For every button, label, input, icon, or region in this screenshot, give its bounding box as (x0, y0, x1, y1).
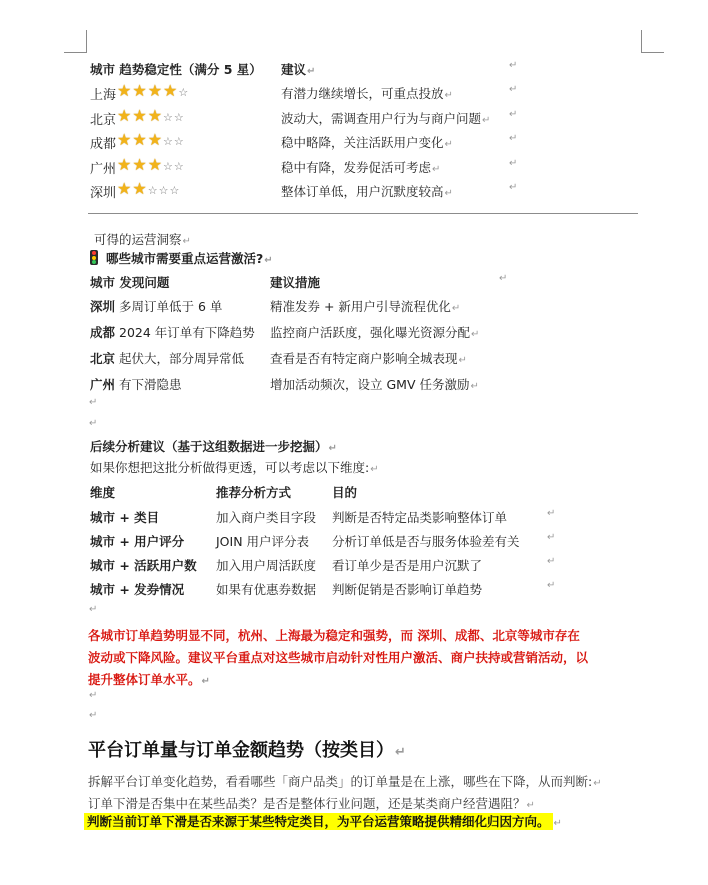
star-filled-icon: ★ (147, 130, 164, 149)
advice-text: 整体订单低，用户沉默度较高 (281, 184, 444, 199)
paragraph-mark-icon: ↵ (444, 139, 453, 150)
paragraph-mark-icon: ↵ (547, 580, 556, 591)
paragraph-mark-icon: ↵ (509, 157, 518, 169)
followup-header-dimension: 维度 (90, 485, 116, 500)
paragraph-mark-icon: ↵ (470, 381, 479, 392)
star-empty-icon: ☆ (147, 184, 159, 197)
paragraph-mark-icon: ↵ (89, 710, 98, 721)
city-name-cell: 上海 (90, 88, 117, 103)
city-name-cell: 广州 (90, 161, 117, 177)
insight-action: 精准发券 + 新用户引导流程优化 (270, 299, 451, 314)
insight-problem: 2024 年订单有下降趋势 (119, 325, 255, 340)
city-name-cell: 北京 (90, 112, 117, 128)
star-empty-icon: ☆ (163, 159, 174, 173)
followup-method: 如果有优惠券数据 (216, 582, 317, 597)
paragraph-mark-icon: ↵ (509, 60, 518, 71)
followup-dimension: 城市 + 发券情况 (90, 582, 185, 597)
paragraph-mark-icon: ↵ (499, 273, 508, 284)
traffic-light-icon (90, 250, 98, 265)
insight-row-left (90, 297, 222, 315)
city-advice-cell (281, 158, 440, 176)
paragraph-mark-icon: ↵ (432, 163, 441, 175)
paragraph-mark-icon: ↵ (471, 329, 480, 340)
star-filled-icon: ★ (132, 179, 148, 198)
star-empty-icon: ☆ (163, 110, 174, 124)
advice-text: 有潜力继续增长，可重点投放 (281, 86, 444, 101)
insight-row-left (90, 323, 255, 341)
insight-city: 成都 (90, 325, 116, 340)
insights-header-action: 建议措施 (270, 275, 321, 290)
star-empty-icon: ☆ (163, 135, 174, 148)
paragraph-mark-icon: ↵ (509, 133, 518, 144)
paragraph-mark-icon: ↵ (526, 800, 535, 811)
paragraph-mark-icon: ↵ (458, 355, 467, 366)
paragraph-mark-icon: ↵ (451, 303, 461, 314)
city-name-cell: 成都 (90, 137, 117, 152)
advice-text: 稳中略降，关注活跃用户变化 (281, 135, 444, 150)
paragraph-mark-icon: ↵ (547, 532, 556, 543)
paragraph-mark-icon: ↵ (307, 66, 316, 77)
insight-row-left (90, 375, 182, 393)
star-empty-icon: ☆ (173, 135, 185, 148)
star-filled-icon: ★ (117, 154, 133, 174)
paragraph-mark-icon: ↵ (547, 556, 556, 567)
page-corner-top-right (641, 30, 664, 53)
followup-goal-cell (332, 556, 482, 574)
paragraph-mark-icon: ↵ (264, 255, 273, 266)
insight-row-action (270, 323, 479, 341)
star-rating (117, 179, 180, 198)
followup-dimension: 城市 + 活跃用户数 (90, 558, 197, 573)
insight-row-action (270, 375, 479, 393)
star-filled-icon: ★ (132, 154, 148, 174)
followup-method: JOIN 用户评分表 (216, 534, 310, 549)
star-filled-icon: ★ (117, 81, 133, 100)
paragraph-mark-icon: ↵ (370, 464, 379, 475)
paragraph-mark-icon: ↵ (444, 188, 453, 199)
star-filled-icon: ★ (117, 105, 133, 125)
header-stability: 趋势稳定性（满分 5 星） (119, 62, 262, 77)
city-advice-cell (281, 84, 453, 102)
followup-header-method: 推荐分析方式 (216, 485, 292, 500)
insight-city: 广州 (90, 377, 116, 392)
followup-intro: 如果你想把这批分析做得更透，可以考虑以下维度:↵ (90, 460, 379, 475)
insights-subtitle: 哪些城市需要重点运营激活?↵ (90, 249, 273, 267)
followup-goal-cell (332, 532, 520, 550)
paragraph-mark-icon: ↵ (593, 778, 602, 789)
insight-action: 增加活动频次，设立 GMV 任务激励 (270, 377, 470, 392)
paragraph-mark-icon: ↵ (509, 182, 518, 193)
insight-row-left (90, 349, 244, 367)
followup-goal: 看订单少是否是用户沉默了 (332, 558, 483, 573)
advice-text: 稳中有降，发券促活可考虑 (281, 159, 432, 175)
followup-dimension: 城市 + 用户评分 (90, 534, 185, 549)
conclusion-line-1: 各城市订单趋势明显不同，杭州、上海最为稳定和强势，而 深圳、成都、北京等城市存在 (88, 628, 580, 643)
city-advice-cell (281, 109, 490, 127)
section-paragraph-1: 拆解平台订单变化趋势，看看哪些「商户品类」的订单量是在上涨，哪些在下降，从而判断:↵ (88, 774, 602, 789)
paragraph-mark-icon: ↵ (89, 418, 98, 429)
header-advice-cell (281, 60, 315, 78)
star-filled-icon: ★ (163, 81, 179, 100)
insight-row-action (270, 349, 467, 367)
divider-line (88, 213, 638, 214)
star-filled-icon: ★ (117, 179, 133, 198)
followup-header-goal: 目的 (332, 485, 358, 500)
paragraph-mark-icon: ↵ (328, 443, 337, 454)
star-rating (117, 130, 185, 149)
header-city: 城市 (90, 62, 116, 77)
conclusion-line-2: 波动或下降风险。建议平台重点对这些城市启动针对性用户激活、商户扶持或营销活动，以 (88, 650, 589, 665)
star-empty-icon: ☆ (173, 159, 185, 173)
followup-title: 后续分析建议（基于这组数据进一步挖掘）↵ (90, 439, 337, 454)
star-filled-icon: ★ (117, 130, 133, 149)
paragraph-mark-icon: ↵ (89, 604, 98, 615)
star-empty-icon: ☆ (173, 110, 185, 124)
star-filled-icon: ★ (132, 81, 148, 100)
paragraph-mark-icon: ↵ (509, 84, 518, 95)
star-filled-icon: ★ (147, 81, 164, 100)
paragraph-mark-icon: ↵ (89, 397, 98, 408)
star-rating (117, 106, 185, 125)
star-rating (117, 155, 185, 174)
followup-dimension: 城市 + 类目 (90, 510, 160, 525)
star-filled-icon: ★ (147, 105, 164, 125)
city-name-cell: 深圳 (90, 186, 117, 201)
city-advice-cell (281, 182, 453, 200)
paragraph-mark-icon: ↵ (201, 676, 210, 687)
star-filled-icon: ★ (147, 154, 164, 174)
star-empty-icon: ☆ (169, 184, 181, 197)
paragraph-mark-icon: ↵ (509, 108, 518, 120)
city-table-header (90, 60, 262, 78)
star-filled-icon: ★ (132, 105, 148, 125)
section-heading: 平台订单量与订单金额趋势（按类目）↵ (88, 740, 406, 761)
page-corner-top-left (64, 30, 87, 53)
insight-action: 监控商户活跃度，强化曝光资源分配 (270, 325, 471, 340)
followup-goal: 判断是否特定品类影响整体订单 (332, 510, 508, 525)
insight-city: 深圳 (90, 299, 116, 314)
paragraph-mark-icon: ↵ (89, 690, 98, 701)
city-advice-cell (281, 133, 453, 151)
insight-problem: 多周订单低于 6 单 (119, 299, 223, 314)
followup-goal: 判断促销是否影响订单趋势 (332, 582, 483, 597)
insights-title: 可得的运营洞察↵ (94, 232, 191, 247)
star-empty-icon: ☆ (178, 86, 190, 99)
paragraph-mark-icon: ↵ (444, 90, 453, 101)
insight-row-action (270, 297, 460, 315)
insight-problem: 起伏大，部分周异常低 (119, 351, 245, 366)
section-paragraph-2: 订单下滑是否集中在某些品类？是否是整体行业问题，还是某类商户经营遇阻？↵ (88, 796, 535, 811)
followup-goal-cell (332, 580, 482, 598)
followup-method: 加入商户类目字段 (216, 510, 317, 525)
insight-action: 查看是否有特定商户影响全城表现 (270, 351, 458, 366)
followup-goal: 分析订单低是否与服务体验差有关 (332, 534, 520, 549)
star-rating (117, 81, 189, 100)
section-highlight: 判断当前订单下滑是否来源于某些特定类目，为平台运营策略提供精细化归因方向。 ↵ (84, 812, 562, 830)
star-filled-icon: ★ (132, 130, 148, 149)
paragraph-mark-icon: ↵ (395, 745, 406, 760)
followup-method: 加入用户周活跃度 (216, 558, 317, 573)
followup-goal-cell (332, 508, 507, 526)
advice-text: 波动大，需调查用户行为与商户问题 (281, 110, 482, 126)
paragraph-mark-icon: ↵ (547, 508, 556, 519)
paragraph-mark-icon: ↵ (482, 114, 491, 126)
paragraph-mark-icon: ↵ (553, 818, 562, 829)
header-advice: 建议 (281, 62, 307, 77)
star-empty-icon: ☆ (158, 184, 170, 197)
insight-problem: 有下滑隐患 (119, 377, 182, 392)
insight-city: 北京 (90, 351, 116, 366)
paragraph-mark-icon: ↵ (182, 236, 191, 247)
conclusion-line-3: 提升整体订单水平。↵ (88, 672, 210, 687)
insights-header: 城市 发现问题 (90, 275, 170, 290)
